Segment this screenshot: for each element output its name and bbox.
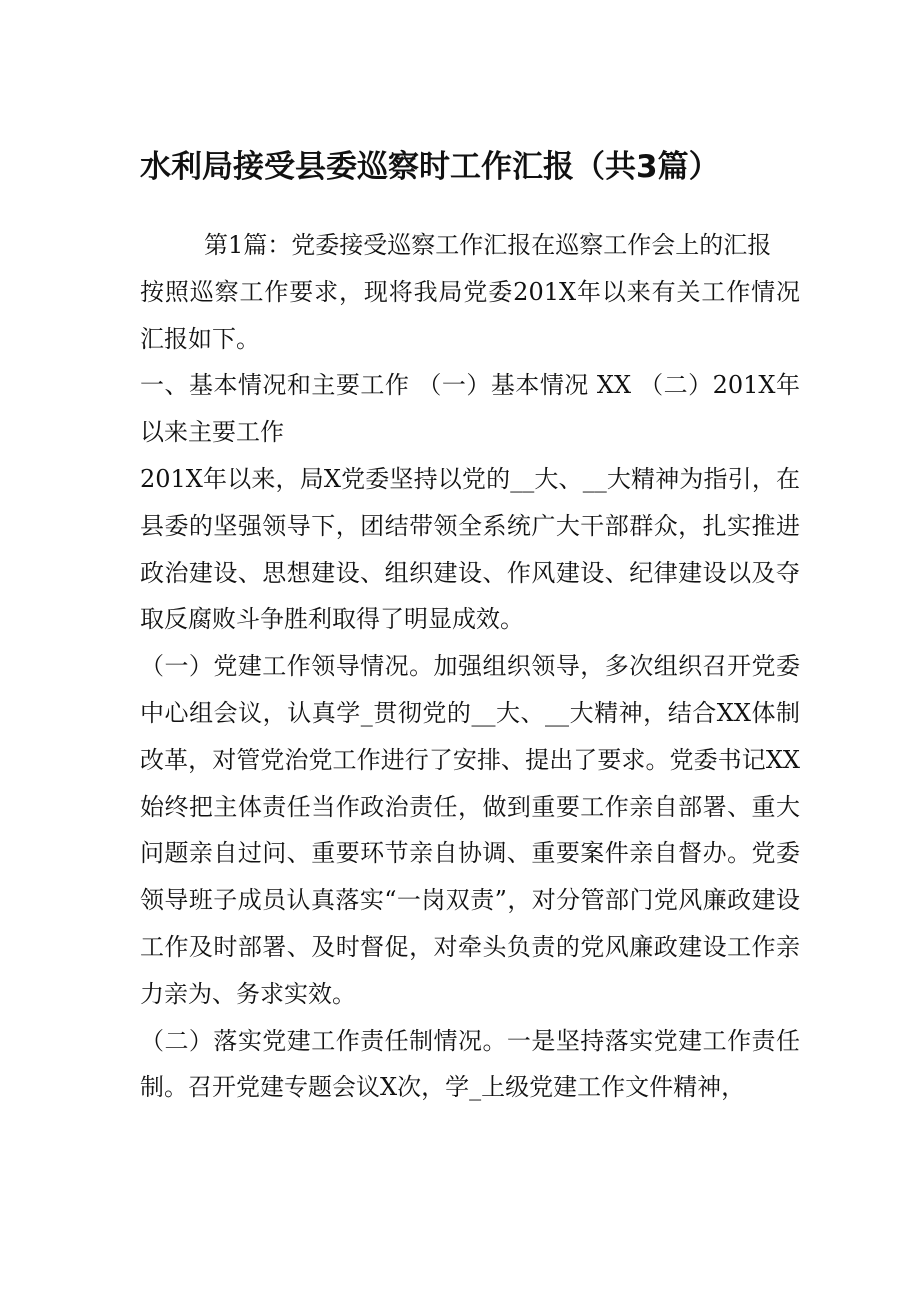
- document-title: 水利局接受县委巡察时工作汇报（共3篇）: [140, 149, 720, 185]
- section-heading-part-1: 第1篇：党委接受巡察工作汇报在巡察工作会上的汇报: [204, 231, 772, 259]
- paragraph-overview: 201X年以来，局X党委坚持以党的__大、__大精神为指引，在县委的坚强领导下，团结带领全系统广大干部群众，扎实推进政治建设、思想建设、组织建设、作风建设、纪律建设以及夺取反腐败斗争胜利取得了明显成效。: [140, 464, 800, 634]
- paragraph-intro: 按照巡察工作要求，现将我局党委201X年以来有关工作情况汇报如下。: [140, 277, 800, 353]
- document-body: [140, 222, 800, 1111]
- paragraph-responsibility: （二）落实党建工作责任制情况。一是坚持落实党建工作责任制。召开党建专题会议X次，学_上级党建工作文件精神，: [140, 1026, 800, 1102]
- paragraph-leadership: （一）党建工作领导情况。加强组织领导，多次组织召开党委中心组会议，认真学_贯彻党的__大、__大精神，结合XX体制改革，对管党治党工作进行了安排、提出了要求。党委书记XX始终把主体责任当作政治责任，做到重要工作亲自部署、重大问题亲自过问、重要环节亲自协调、重要案件亲自督办。党委领导班子成员认真落实“一岗双责”，对分管部门党风廉政建设工作及时部署、及时督促，对牵头负责的党风廉政建设工作亲力亲为、务求实效。: [140, 652, 800, 1008]
- paragraph-section-one: 一、基本情况和主要工作 （一）基本情况 XX （二）201X年以来主要工作: [140, 371, 800, 447]
